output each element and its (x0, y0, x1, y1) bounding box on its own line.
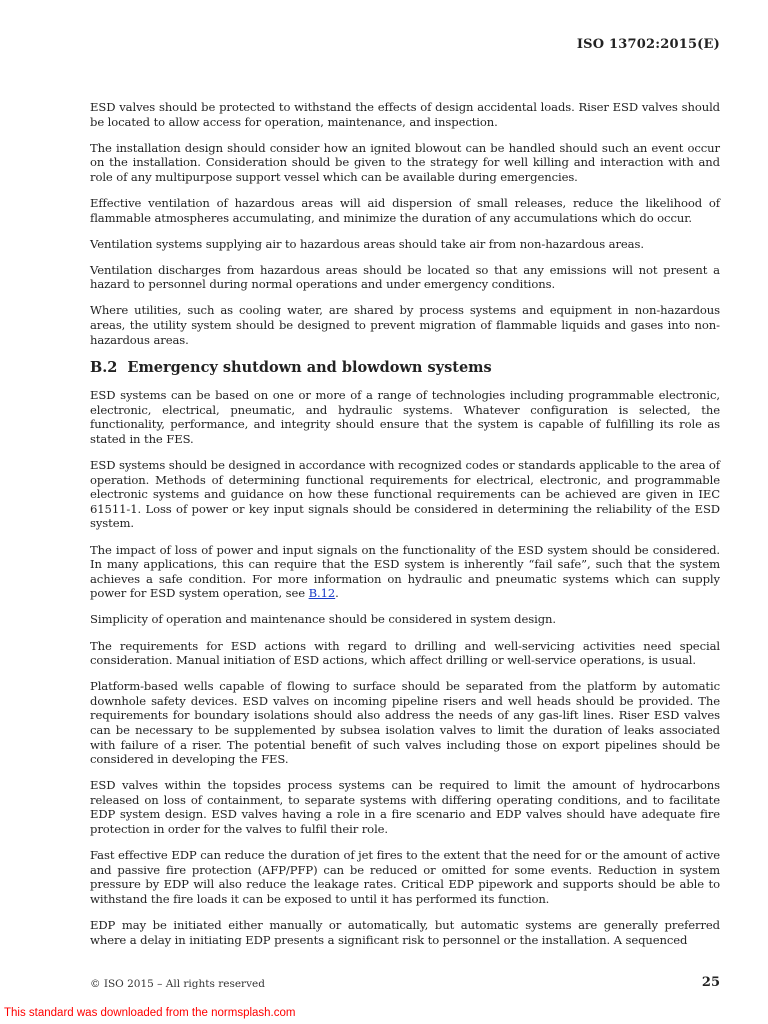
paragraph: Simplicity of operation and maintenance should be considered in system design. (90, 612, 556, 627)
copyright-notice: © ISO 2015 – All rights reserved (90, 978, 265, 990)
paragraph-text: The impact of loss of power and input signals on the functionality of the ESD system should be considered. In many applications, this can require that the ESD system is inherently “fail safe”, such that the system achieves a safe condition. For more information on hydraulic and pneumatic systems which can supply power for ESD system operation, see (90, 542, 720, 601)
paragraph-text-end: . (335, 586, 339, 601)
reference-link-b12[interactable]: B.12 (308, 586, 336, 601)
paragraph: Effective ventilation of hazardous areas will aid dispersion of small releases, reduce the likelihood of flammable atmospheres accumulating, and minimize the duration of any accumulations which do occur. (90, 195, 720, 225)
section-heading (90, 359, 720, 377)
paragraph-with-reference (90, 543, 720, 601)
paragraph: The requirements for ESD actions with regard to drilling and well-servicing activities need special consideration. Manual initiation of ESD actions, which affect drilling or well-service operations, is usual. (90, 638, 720, 668)
paragraph: Where utilities, such as cooling water, are shared by process systems and equipment in non-hazardous areas, the utility system should be designed to prevent migration of flammable liquids and gases into non-hazardous areas. (90, 303, 720, 347)
section-number: B.2 (90, 359, 118, 377)
paragraph: ESD valves within the topsides process systems can be required to limit the amount of hydrocarbons released on loss of containment, to separate systems with differing operating conditions, and to facilitate EDP system design. ESD valves having a role in a fire scenario and EDP valves should have adequate fire protection in order for the valves to fulfil their role. (90, 778, 720, 837)
paragraph: ESD systems should be designed in accordance with recognized codes or standards applicable to the area of operation. Methods of determining functional requirements for electrical, electronic, and programmable electronic systems and guidance on how these functional requirements can be achieved are given in IEC 61511-1. Loss of power or key input signals should be considered in determining the reliability of the ESD system. (90, 458, 720, 531)
page-number: 25 (701, 975, 720, 990)
paragraph: Fast effective EDP can reduce the duration of jet fires to the extent that the need for or the amount of active and passive fire protection (AFP/PFP) can be reduced or omitted for some events. Reduction in system pressure by EDP will also reduce the leakage rates. Critical EDP pipework and supports should be able to withstand the fire loads it can be exposed to until it has performed its function. (90, 848, 720, 906)
paragraph: ESD valves should be protected to withstand the effects of design accidental loads. Riser ESD valves should be located to allow access for operation, maintenance, and inspection. (90, 100, 720, 129)
paragraph: Ventilation discharges from hazardous areas should be located so that any emissions will not present a hazard to personnel during normal operations and under emergency conditions. (90, 262, 720, 292)
page-body (90, 100, 720, 959)
download-watermark-note: This standard was downloaded from the normsplash.com (4, 1007, 296, 1019)
paragraph: Platform-based wells capable of flowing to surface should be separated from the platform by automatic downhole safety devices. ESD valves on incoming pipeline risers and well heads should be provided. The requirements for boundary isolations should also address the needs of any gas-lift lines. Riser ESD valves can be necessary to be supplemented by subsea isolation valves to limit the duration of leaks associated with failure of a riser. The potential benefit of such valves including those on export pipelines should be considered in developing the FES. (90, 679, 720, 767)
paragraph: ESD systems can be based on one or more of a range of technologies including programmable electronic, electronic, electrical, pneumatic, and hydraulic systems. Whatever configuration is selected, the functionality, performance, and integrity should ensure that the system is capable of fulfilling its role as stated in the FES. (90, 388, 720, 446)
paragraph: The installation design should consider how an ignited blowout can be handled should such an event occur on the installation. Consideration should be given to the strategy for well killing and interaction with and role of any multipurpose support vessel which can be available during emergencies. (90, 140, 720, 184)
document-code-header: ISO 13702:2015(E) (576, 37, 720, 52)
paragraph: Ventilation systems supplying air to hazardous areas should take air from non-hazardous areas. (90, 236, 644, 251)
paragraph: EDP may be initiated either manually or automatically, but automatic systems are generally preferred where a delay in initiating EDP presents a significant risk to personnel or the installation. A sequenced (90, 918, 720, 947)
section-title: Emergency shutdown and blowdown systems (127, 359, 492, 377)
